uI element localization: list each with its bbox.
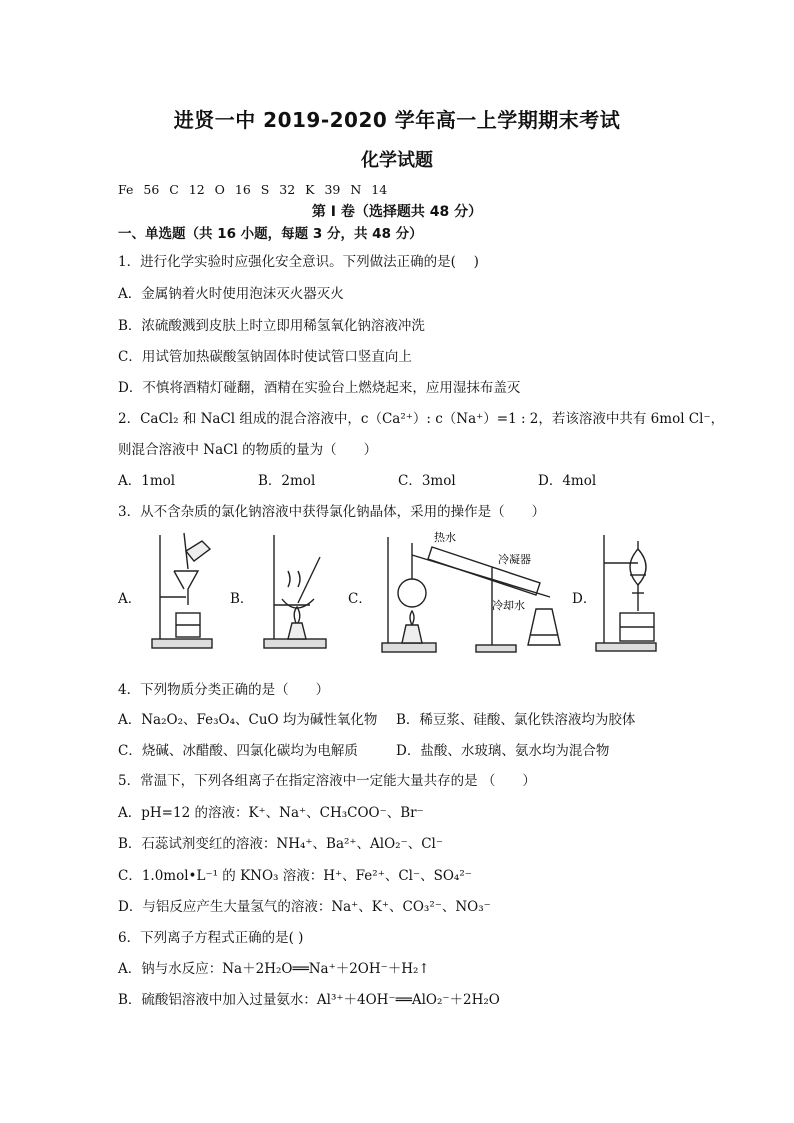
exam-title: 进贤一中 2019-2020 学年高一上学期期末考试 [173,108,621,132]
q4-option-b: B．稀豆浆、硅酸、氯化铁溶液均为胶体 [396,712,636,728]
q2-stem-line2: 则混合溶液中 NaCl 的物质的量为（ ） [118,442,378,458]
q4-stem: 4．下列物质分类正确的是（ ） [118,682,330,698]
q2-stem-line1: 2．CaCl₂ 和 NaCl 组成的混合溶液中，c（Ca²⁺）: c（Na⁺）=1 : 2，若该溶液中共有 6mol Cl⁻， [118,411,725,427]
q5-option-a: A．pH=12 的溶液：K⁺、Na⁺、CH₃COO⁻、Br⁻ [118,805,424,821]
q4-option-c: C．烧碱、冰醋酸、四氯化碳均为电解质 [118,743,358,759]
label-hot-water: 热水 [434,531,456,544]
q1-option-a: A．金属钠着火时使用泡沫灭火器灭火 [118,286,344,302]
separatory-funnel-apparatus [592,527,662,657]
label-condenser: 冷凝器 [498,553,531,566]
q2-option-b: B．2mol [258,473,316,489]
q1-option-d: D．不慎将酒精灯碰翻，酒精在实验台上燃烧起来，应用湿抹布盖灭 [118,380,521,396]
q3-figure [118,527,678,659]
q4-option-d: D．盐酸、水玻璃、氨水均为混合物 [396,743,610,759]
part-heading: 第 I 卷（选择题共 48 分） [311,204,483,220]
filtration-apparatus [146,527,218,655]
q4-option-a: A．Na₂O₂、Fe₃O₄、CuO 均为碱性氧化物 [118,712,378,728]
q3-label-b: B． [230,591,254,607]
q2-option-a: A．1mol [118,473,176,489]
q3-stem: 3．从不含杂质的氯化钠溶液中获得氯化钠晶体，采用的操作是（ ） [118,504,546,520]
label-cooling-water: 冷却水 [492,599,525,612]
q3-label-c: C． [348,591,372,607]
q6-option-b: B．硫酸铝溶液中加入过量氨水：Al³⁺＋4OH⁻══AlO₂⁻＋2H₂O [118,992,500,1008]
atomic-masses: Fe 56 C 12 O 16 S 32 K 39 N 14 [118,182,388,197]
q5-option-b: B．石蕊试剂变红的溶液：NH₄⁺、Ba²⁺、AlO₂⁻、Cl⁻ [118,836,443,852]
q3-label-a: A． [118,591,142,607]
distillation-apparatus [380,527,570,657]
q5-stem: 5．常温下，下列各组离子在指定溶液中一定能大量共存的是 （ ） [118,773,536,789]
q1-option-b: B．浓硫酸溅到皮肤上时立即用稀氢氧化钠溶液冲洗 [118,318,425,334]
q6-option-a: A．钠与水反应：Na＋2H₂O══Na⁺＋2OH⁻＋H₂↑ [118,961,430,977]
q5-option-c: C．1.0mol•L⁻¹ 的 KNO₃ 溶液：H⁺、Fe²⁺、Cl⁻、SO₄²⁻ [118,868,472,884]
q1-stem: 1．进行化学实验时应强化安全意识。下列做法正确的是( ) [118,254,479,270]
q2-option-c: C．3mol [398,473,456,489]
q1-option-c: C．用试管加热碳酸氢钠固体时使试管口竖直向上 [118,349,412,365]
q6-stem: 6．下列离子方程式正确的是( ) [118,930,304,946]
q3-label-d: D． [572,591,597,607]
exam-subtitle: 化学试题 [361,150,433,171]
q2-option-d: D．4mol [538,473,597,489]
evaporation-apparatus [258,527,332,655]
q5-option-d: D．与铝反应产生大量氢气的溶液：Na⁺、K⁺、CO₃²⁻、NO₃⁻ [118,899,491,915]
section-heading: 一、单选题（共 16 小题，每题 3 分，共 48 分） [118,226,423,242]
